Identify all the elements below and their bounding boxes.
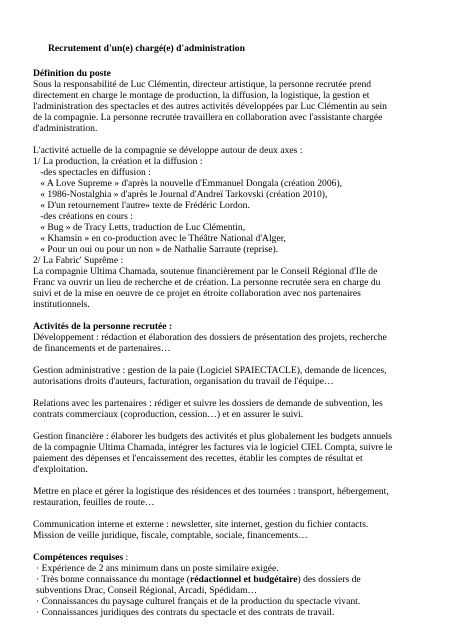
definition-line: Sous la responsabilité de Luc Clémentin, directeur artistique, la personne recrutée prend — [33, 79, 372, 90]
definition-line: d'administration. — [33, 123, 98, 134]
activites-line: d'exploitation. — [33, 464, 88, 475]
activity-line: suivi et de la mise en oeuvre de ce projet en étroite collaboration avec nos partenaires — [33, 288, 361, 299]
definition-line: directement en charge le montage de production, la diffusion, la logistique, la gestion et — [33, 90, 370, 101]
activity-line: « Pour un oui ou pour un non » de Nathalie Sarraute (reprise). — [33, 244, 279, 255]
activity-line: Franc va ouvrir un lieu de recherche et de création. La personne recrutée sera en charge du — [33, 277, 381, 288]
competence-item: · Expérience de 2 ans minimum dans un poste similaire exigée. — [36, 563, 279, 574]
competence-item: · Connaissances juridiques des contrats du spectacle et des contrats de travail. — [36, 607, 335, 618]
activity-line: institutionnels. — [33, 299, 90, 310]
activites-line: de la compagnie Ultima Chamada, intégrer les factures via le logiciel CIEL Compta, suivre le — [33, 442, 393, 453]
competence-emphasis: rédactionnel et budgétaire — [190, 574, 298, 585]
activity-line: -des créations en cours : — [33, 211, 133, 222]
activity-line: L'activité actuelle de la compagnie se développe autour de deux axes : — [33, 145, 303, 156]
activity-line: « Khamsin » en co-production avec le Théâtre National d'Alger, — [33, 233, 286, 244]
activites-line: restauration, feuilles de route… — [33, 497, 155, 508]
activity-line: 1/ La production, la création et la diffusion : — [33, 156, 203, 167]
activites-line: autorisations droits d'auteurs, facturation, organisation du travail de l'équipe… — [33, 376, 334, 387]
competence-item: · Connaissances du paysage culturel français et de la production du spectacle vivant. — [36, 596, 361, 607]
document-title: Recrutement d'un(e) chargé(e) d'administration — [48, 43, 245, 54]
definition-line: l'administration des spectacles et des autres activités développées par Luc Clémentin au sein — [33, 101, 387, 112]
activites-line: paiement des dépenses et l'encaissement des recettes, établir les comptes de résultat et — [33, 453, 363, 464]
activites-line: Communication interne et externe : newsletter, site internet, gestion du fichier contacts. — [33, 519, 369, 530]
activites-line: Mettre en place et gérer la logistique des résidences et des tournées : transport, hébergement, — [33, 486, 389, 497]
activites-line: contrats commerciaux (coproduction, cession…) et en assurer le suivi. — [33, 409, 304, 420]
definition-heading: Définition du poste — [33, 68, 111, 79]
activites-line: Gestion administrative : gestion de la paie (Logiciel SPAIECTACLE), demande de licences, — [33, 365, 387, 376]
competence-text: ) des dossiers de — [297, 574, 361, 585]
activity-line: « 1986-Nostalghia » d'après le Journal d'Andreï Tarkovski (création 2010), — [33, 189, 328, 200]
competences-heading: Compétences requises — [33, 552, 124, 563]
competences-heading-line — [33, 552, 128, 563]
definition-line: de la compagnie. La personne recrutée travaillera en collaboration avec l'assistante chargée — [33, 112, 383, 123]
competence-item — [36, 574, 361, 585]
activity-line: « D'un retournement l'autre» texte de Frédéric Lordon. — [33, 200, 250, 211]
activites-line: Développement : rédaction et élaboration des dossiers de présentation des projets, recherche — [33, 332, 387, 343]
activites-line: Relations avec les partenaires : rédiger et suivre les dossiers de demande de subvention, les — [33, 398, 383, 409]
activites-line: Gestion financière : élaborer les budgets des activités et plus globalement les budgets annuels — [33, 431, 392, 442]
activites-line: de financements et de partenaires… — [33, 343, 171, 354]
activity-line: 2/ La Fabric' Suprême : — [33, 255, 124, 266]
activity-line: La compagnie Ultima Chamada, soutenue financièrement par le Conseil Régional d'Ile de — [33, 266, 378, 277]
activites-line: Mission de veille juridique, fiscale, comptable, sociale, financements… — [33, 530, 308, 541]
activity-line: « A Love Supreme » d'après la nouvelle d'Emmanuel Dongala (création 2006), — [33, 178, 343, 189]
competence-item-continued: subventions Drac, Conseil Régional, Arcadi, Spédidam… — [36, 585, 258, 596]
competence-text: · Très bonne connaissance du montage ( — [36, 574, 191, 585]
activity-line: -des spectacles en diffusion : — [33, 167, 151, 178]
activity-line: « Bug » de Tracy Letts, traduction de Luc Clémentin, — [33, 222, 246, 233]
competences-heading-suffix: : — [123, 552, 129, 563]
activites-heading: Activités de la personne recrutée : — [33, 321, 173, 332]
